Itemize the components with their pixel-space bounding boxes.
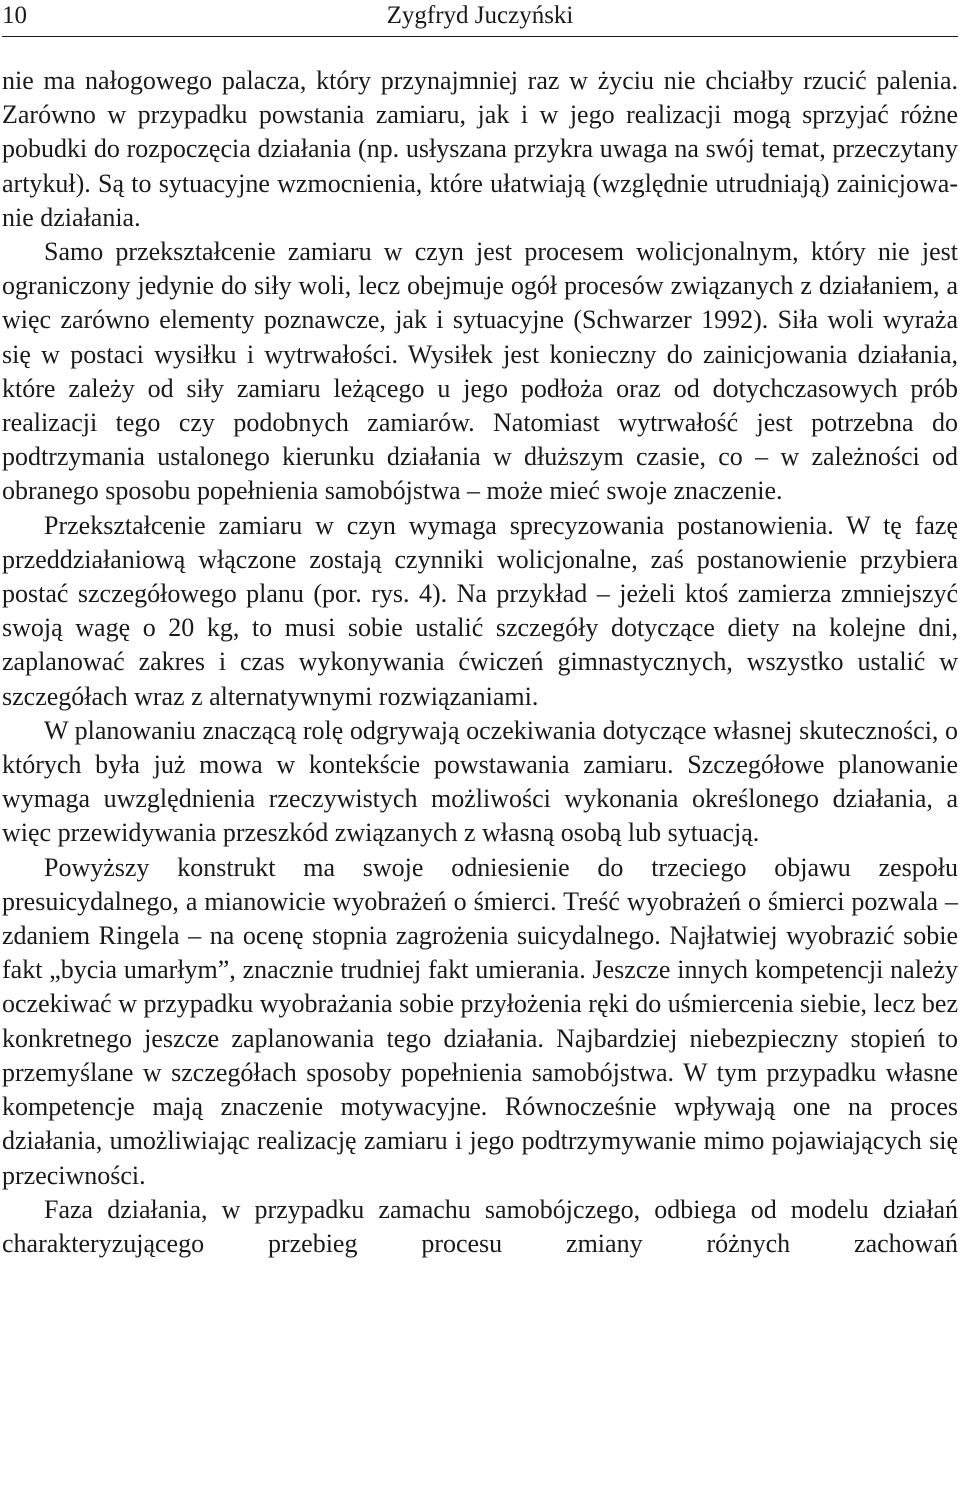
page-header [2, 0, 958, 37]
paragraph-presuicidal: Powyższy konstrukt ma swoje odniesienie do trzeciego objawu zespołu presuicydalnego, a mianowicie wyobrażeń o śmierci. Treść wyobrażeń o śmierci pozwala – zdaniem Ringela – na ocenę stopnia zagrożenia suicydalnego. Najłatwiej wyobrazić sobie fakt „bycia umarłym”, znacznie trudniej fakt umierania. Jeszcze innych kompetencji należy oczekiwać w przypadku wyobrażania sobie przyłożenia ręki do uśmiercenia siebie, lecz bez konkretnego jeszcze zaplanowania tego działania. Najbardziej niebezpieczny stopień to przemyślane w szczegółach sposoby popełnienia samobójstwa. W tym przypadku własne kompetencje mają znaczenie motywacyjne. Równocześnie wpływają one na proces działania, umożliwiając realizację zamiaru i jego podtrzymywanie mimo pojawiających się przeciwności. [2, 852, 958, 1190]
running-head-author: Zygfryd Juczyński [386, 2, 574, 29]
page-number: 10 [2, 2, 27, 29]
paragraph-continuation: nie ma nałogowego palacza, który przynajmniej raz w życiu nie chciałby rzucić palenia. Zarówno w przypadku powstania zamiaru, jak i w jego realizacji mogą sprzyjać różne pobudki do rozpoczęcia działania (np. usłyszana przykra uwaga na swój temat, przeczytany artykuł). Są to sytuacyjne wzmocnienia, które ułatwiają (względnie utrudniają) zainicjowanie działania. [2, 66, 958, 232]
paragraph-volition: Samo przekształcenie zamiaru w czyn jest procesem wolicjonalnym, który nie jest ograniczony jedynie do siły woli, lecz obejmuje ogół procesów związanych z działaniem, a więc zarówno elementy poznawcze, jak i sytuacyjne (Schwarzer 1992). Siła woli wyraża się w postaci wysiłku i wytrwałości. Wysiłek jest konieczny do zainicjowania działania, które zależy od siły zamiaru leżącego u jego podłoża oraz od dotychczasowych prób realizacji tego czy podobnych zamiarów. Natomiast wytrwałość jest potrzebna do podtrzymania ustalonego kierunku działania w dłuższym czasie, co – w zależności od obranego sposobu popełnienia samobójstwa – może mieć swoje znaczenie. [2, 237, 958, 506]
paragraph-action-phase: Faza działania, w przypadku zamachu samobójczego, odbiega od modelu działań charakteryzującego przebieg procesu zmiany różnych zachowań [2, 1194, 958, 1258]
body-text [2, 64, 958, 1261]
paragraph-expectations: W planowaniu znaczącą rolę odgrywają oczekiwania dotyczące własnej skuteczności, o których była już mowa w kontekście powstawania zamiaru. Szczegółowe planowanie wymaga uwzględnienia rzeczywistych możliwości wykonania określonego działania, a więc przewidywania przeszkód związanych z własną osobą lub sytuacją. [2, 715, 958, 848]
paragraph-planning: Przekształcenie zamiaru w czyn wymaga sprecyzowania postanowienia. W tę fazę przeddziałaniową włączone zostają czynniki wolicjonalne, zaś postanowienie przybiera postać szczegółowego planu (por. rys. 4). Na przykład – jeżeli ktoś zamierza zmniejszyć swoją wagę o 20 kg, to musi sobie ustalić szczegóły dotyczące diety na kolejne dni, zaplanować zakres i czas wykonywania ćwiczeń gimnastycznych, wszystko ustalić w szczegółach wraz z alternatywnymi rozwiązaniami. [2, 510, 958, 711]
